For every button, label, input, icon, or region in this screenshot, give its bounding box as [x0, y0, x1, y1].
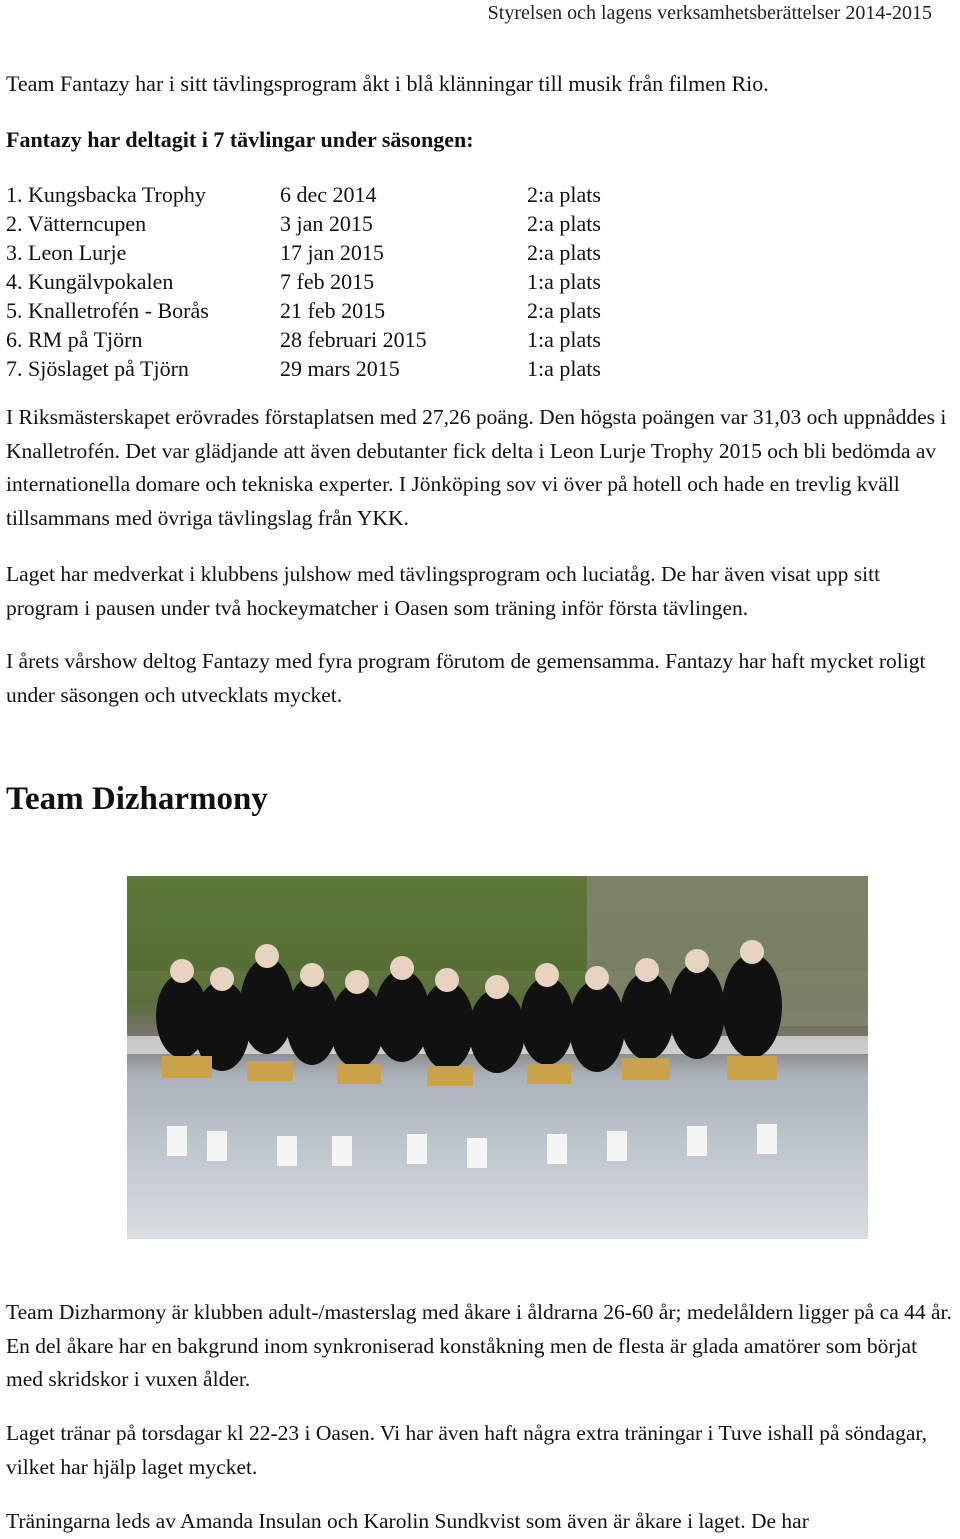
competition-name: 4. Kungälvpokalen	[6, 269, 174, 294]
competition-place: 2:a plats	[527, 298, 601, 323]
competition-date: 21 feb 2015	[280, 298, 386, 323]
competition-name: 2. Vätterncupen	[6, 211, 147, 236]
competition-name: 5. Knalletrofén - Borås	[6, 298, 209, 323]
competition-date: 7 feb 2015	[280, 269, 375, 294]
intro-text: Team Fantazy har i sitt tävlingsprogram åkt i blå klänningar till musik från filmen Rio.	[6, 71, 769, 96]
paragraph-coaches: Träningarna leds av Amanda Insulan och Karolin Sundkvist som även är åkare i laget. De har	[6, 1509, 809, 1533]
competition-place: 2:a plats	[527, 211, 601, 236]
paragraph-training: Laget tränar på torsdagar kl 22-23 i Oasen. Vi har även haft några extra träningar i Tuve ishall på söndagar, vilket har hjälp laget mycket.	[6, 1421, 928, 1479]
competition-name: 7. Sjöslaget på Tjörn	[6, 356, 189, 381]
paragraph-shows: Laget har medverkat i klubbens julshow med tävlingsprogram och luciatåg. De har även visat upp sitt program i pausen under två hockeymatcher i Oasen som träning inför första tävlingen.	[6, 562, 881, 620]
competitions-heading: Fantazy har deltagit i 7 tävlingar under säsongen:	[6, 127, 474, 152]
competition-date: 28 februari 2015	[280, 327, 427, 352]
competition-date: 29 mars 2015	[280, 356, 400, 381]
section-title-dizharmony: Team Dizharmony	[6, 781, 268, 817]
competition-place: 2:a plats	[527, 240, 601, 265]
competition-date: 3 jan 2015	[280, 211, 373, 236]
paragraph-dizharmony-intro: Team Dizharmony är klubben adult-/masterslag med åkare i åldrarna 26-60 år; medelåldern ligger på ca 44 år. En del åkare har en bakgrund inom synkroniserad konståkning men de flesta är glada amatörer som börjat med skridskor i vuxen ålder.	[6, 1300, 952, 1391]
page-header: Styrelsen och lagens verksamhetsberättelser 2014-2015	[487, 2, 932, 24]
competition-name: 3. Leon Lurje	[6, 240, 127, 265]
competition-name: 1. Kungsbacka Trophy	[6, 182, 206, 207]
team-photo	[127, 876, 868, 1239]
competition-name: 6. RM på Tjörn	[6, 327, 143, 352]
competition-place: 1:a plats	[527, 327, 601, 352]
paragraph-spring-show: I årets vårshow deltog Fantazy med fyra program förutom de gemensamma. Fantazy har haft mycket roligt under säsongen och utvecklats mycket.	[6, 649, 926, 707]
competition-place: 1:a plats	[527, 269, 601, 294]
competition-place: 1:a plats	[527, 356, 601, 381]
competition-place: 2:a plats	[527, 182, 601, 207]
paragraph-results: I Riksmästerskapet erövrades förstaplatsen med 27,26 poäng. Den högsta poängen var 31,03 och uppnåddes i Knalletrofén. Det var glädjande att även debutanter fick delta i Leon Lurje Trophy 2015 och bli bedömda av internationella domare och tekniska experter. I Jönköping sov vi över på hotell och hade en trevlig kväll tillsammans med övriga tävlingslag från YKK.	[6, 405, 947, 530]
competition-date: 6 dec 2014	[280, 182, 377, 207]
competition-date: 17 jan 2015	[280, 240, 384, 265]
